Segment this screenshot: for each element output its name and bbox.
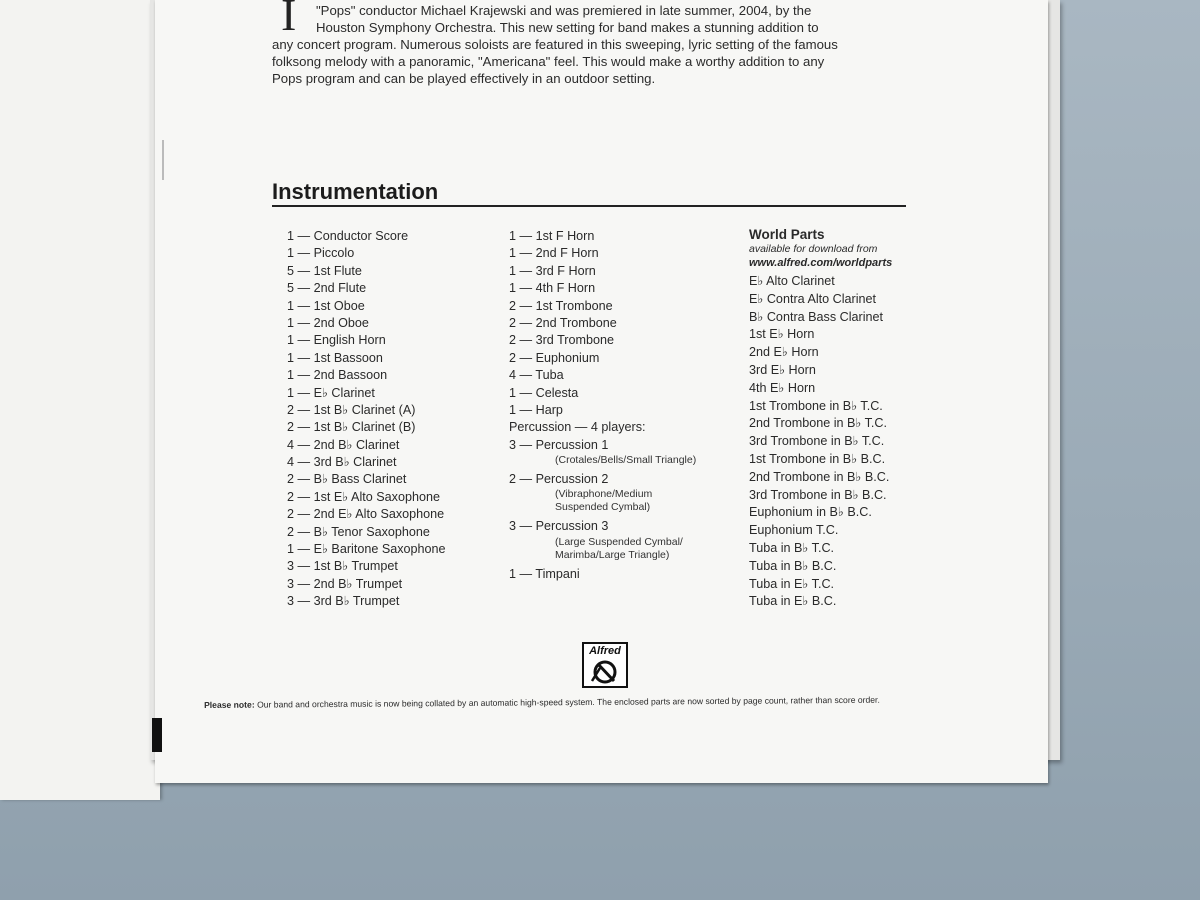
list-item: 1 — Harp [509, 402, 563, 417]
world-parts-title: World Parts [749, 227, 825, 242]
footnote-text: Our band and orchestra music is now being collated by an automatic high-speed system. The enclosed parts are now sorted by page count, rather than score order. [257, 694, 880, 710]
list-item: 1st Trombone in B♭ T.C. [749, 398, 883, 413]
list-item: 4 — 3rd B♭ Clarinet [287, 455, 397, 470]
list-item: 2 — 1st B♭ Clarinet (A) [287, 402, 416, 417]
list-item: 2 — 3rd Trombone [509, 333, 614, 348]
list-item: 3rd Trombone in B♭ T.C. [749, 434, 885, 449]
list-item: 3 — 1st B♭ Trumpet [287, 559, 398, 574]
intro-line: "Pops" conductor Michael Krajewski and was premiered in late summer, 2004, by the [316, 3, 812, 18]
list-item: 1 — 1st Bassoon [287, 350, 383, 365]
list-item: 1 — 1st Oboe [287, 298, 365, 313]
list-item-detail: Suspended Cymbal) [555, 501, 651, 514]
list-item: 2nd Trombone in B♭ T.C. [749, 416, 888, 431]
percussion-header: Percussion — 4 players: [509, 420, 646, 435]
list-item: B♭ Contra Bass Clarinet [749, 309, 884, 324]
page-crease [162, 140, 164, 180]
list-item: 2 — 1st E♭ Alto Saxophone [287, 489, 440, 504]
footnote-label: Please note: [204, 699, 255, 710]
list-item: Euphonium T.C. [749, 523, 839, 538]
list-item: 2 — Euphonium [509, 350, 600, 365]
list-item: 2 — 2nd Trombone [509, 315, 617, 330]
list-item: E♭ Contra Alto Clarinet [749, 291, 877, 306]
world-parts-link[interactable]: www.alfred.com/worldparts [749, 257, 893, 269]
list-item: 4 — 2nd B♭ Clarinet [287, 437, 400, 452]
list-item: 1 — Conductor Score [287, 229, 409, 243]
list-item: 1 — E♭ Clarinet [287, 385, 375, 400]
intro-line: any concert program. Numerous soloists are featured in this sweeping, lyric setting of the famous [272, 37, 838, 52]
list-item: 2 — B♭ Tenor Saxophone [287, 524, 430, 539]
list-item: 4 — Tuba [509, 368, 564, 383]
list-item: 1 — E♭ Baritone Saxophone [287, 542, 446, 557]
list-item-detail: (Large Suspended Cymbal/ [555, 535, 683, 548]
list-item: 1 — 1st F Horn [509, 229, 595, 243]
list-item: 1 — Timpani [509, 566, 580, 581]
list-item: 3 — 3rd B♭ Trumpet [287, 594, 400, 609]
list-item: Euphonium in B♭ B.C. [749, 505, 872, 520]
list-item: 3rd E♭ Horn [749, 362, 816, 377]
intro-line: Houston Symphony Orchestra. This new setting for band makes a stunning addition to [316, 20, 819, 35]
alfred-logo-icon [588, 660, 622, 684]
world-parts-note: available for download from [749, 243, 878, 255]
list-item: 1 — 3rd F Horn [509, 263, 596, 278]
list-item: 1 — 4th F Horn [509, 281, 596, 296]
intro-line: folksong melody with a panoramic, "Americana" feel. This would make a worthy addition to any [272, 54, 825, 69]
list-item: 1st Trombone in B♭ B.C. [749, 451, 886, 466]
instrument-list-woodwinds [287, 228, 446, 611]
list-item: 3 — 2nd B♭ Trumpet [287, 576, 403, 591]
binding-mark [152, 718, 162, 752]
list-item: Tuba in E♭ T.C. [749, 576, 835, 591]
back-page-edge [0, 0, 160, 800]
list-item: Tuba in B♭ B.C. [749, 558, 837, 573]
list-item: 3 — Percussion 3 [509, 519, 609, 534]
list-item: 1 — Piccolo [287, 246, 355, 261]
list-item: 2 — Percussion 2 [509, 472, 609, 487]
list-item-detail: (Vibraphone/Medium [555, 488, 653, 501]
instrument-list-brass-percussion [509, 228, 696, 583]
world-parts-list [749, 226, 892, 611]
logo-wordmark: Alfred [589, 645, 621, 657]
list-item: 1 — Celesta [509, 385, 579, 400]
list-item: 2nd Trombone in B♭ B.C. [749, 469, 890, 484]
list-item: 2 — 1st B♭ Clarinet (B) [287, 420, 416, 435]
list-item: E♭ Alto Clarinet [749, 274, 835, 288]
list-item: 5 — 2nd Flute [287, 281, 367, 296]
list-item: 1 — 2nd Bassoon [287, 368, 388, 383]
drop-cap: I [281, 0, 297, 40]
intro-line: Pops program and can be played effectively in an outdoor setting. [272, 71, 656, 86]
section-rule [272, 205, 906, 207]
list-item: 2 — 1st Trombone [509, 298, 613, 313]
list-item: 4th E♭ Horn [749, 380, 816, 395]
list-item: 5 — 1st Flute [287, 263, 362, 278]
list-item: 1 — 2nd Oboe [287, 315, 369, 330]
list-item-detail: Marimba/Large Triangle) [555, 548, 670, 561]
list-item: 2 — B♭ Bass Clarinet [287, 472, 407, 487]
list-item: 2 — 2nd E♭ Alto Saxophone [287, 507, 445, 522]
intro-paragraph [272, 2, 904, 87]
list-item: 1 — 2nd F Horn [509, 246, 599, 261]
list-item-detail: (Crotales/Bells/Small Triangle) [555, 454, 697, 467]
list-item: Tuba in B♭ T.C. [749, 540, 835, 555]
list-item: 3 — Percussion 1 [509, 437, 609, 452]
section-title: Instrumentation [272, 179, 439, 204]
list-item: 1 — English Horn [287, 333, 386, 348]
list-item: 2nd E♭ Horn [749, 345, 819, 360]
list-item: 1st E♭ Horn [749, 327, 815, 342]
list-item: 3rd Trombone in B♭ B.C. [749, 487, 887, 502]
list-item: Tuba in E♭ B.C. [749, 594, 837, 609]
alfred-logo [582, 642, 628, 688]
